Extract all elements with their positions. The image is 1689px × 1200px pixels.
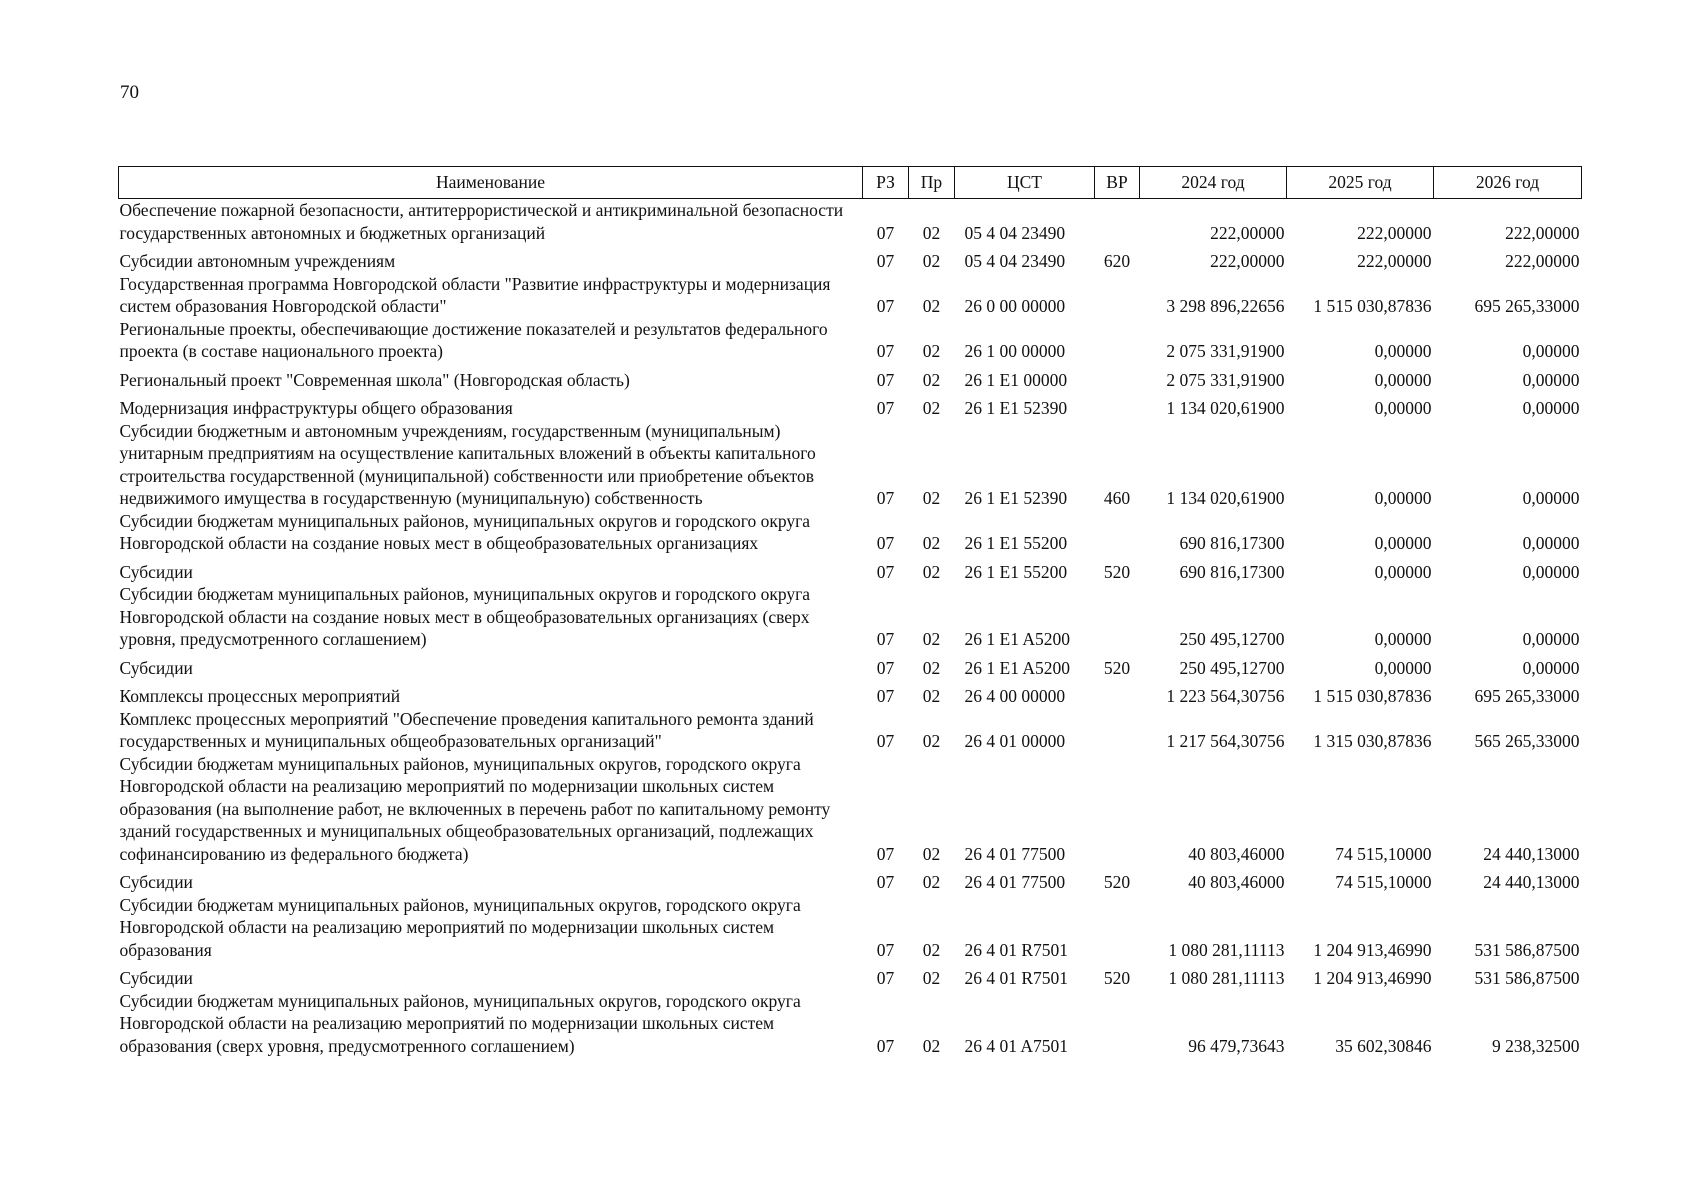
cell-2025: 35 602,30846 — [1335, 1035, 1432, 1056]
cell-vr: 520 — [1103, 872, 1131, 892]
cell-2026: 0,00000 — [1522, 341, 1580, 361]
cell-2025: 1 204 913,46990 — [1313, 939, 1432, 960]
cell-2026: 0,00000 — [1522, 488, 1580, 508]
cell-pr: 02 — [922, 968, 941, 988]
cell-2024: 3 298 896,22656 — [1166, 296, 1285, 316]
cell-name: Государственная программа Новгородской области "Развитие инфраструктуры и модернизация систем образования Новгородской области" — [119, 273, 831, 316]
table-row — [119, 318, 1582, 363]
cell-2024: 250 495,12700 — [1179, 657, 1285, 678]
cell-name: Субсидии — [119, 872, 193, 892]
cell-2026: 695 265,33000 — [1474, 686, 1580, 706]
cell-cst: 05 4 04 23490 — [964, 222, 1066, 243]
header-2025: 2025 год — [1287, 167, 1434, 199]
cell-pr: 02 — [922, 561, 941, 582]
cell-2025: 0,00000 — [1374, 488, 1432, 508]
table-row — [119, 583, 1582, 651]
cell-2026: 0,00000 — [1522, 533, 1580, 553]
cell-2025: 0,00000 — [1374, 657, 1432, 678]
header-2026: 2026 год — [1434, 167, 1582, 199]
cell-name: Субсидии бюджетам муниципальных районов, муниципальных округов, городского округа Новгородской области на реализацию мероприятий по модернизации школьных систем образования (на выполнение работ, не включенных в перечень работ по капитальному ремонту зданий государственных и муниципальных общеобразовательных организаций, подлежащих софинансированию из федерального бюджета) — [119, 753, 831, 864]
cell-2025: 0,00000 — [1374, 398, 1432, 418]
cell-2026: 24 440,13000 — [1483, 843, 1580, 864]
cell-pr: 02 — [922, 843, 941, 864]
cell-2026: 222,00000 — [1505, 222, 1580, 243]
cell-2026: 0,00000 — [1522, 398, 1580, 418]
cell-2024: 2 075 331,91900 — [1166, 341, 1285, 361]
cell-cst: 26 1 E1 00000 — [964, 369, 1068, 390]
cell-2025: 0,00000 — [1374, 341, 1432, 361]
cell-vr — [1095, 583, 1140, 651]
cell-pr: 02 — [922, 341, 941, 361]
cell-2025: 0,00000 — [1374, 629, 1432, 649]
cell-2024: 1 080 281,11113 — [1168, 939, 1285, 960]
cell-cst: 26 0 00 00000 — [964, 296, 1066, 316]
cell-2026: 24 440,13000 — [1483, 872, 1580, 892]
table-row — [119, 555, 1582, 584]
cell-2024: 1 223 564,30756 — [1166, 686, 1285, 706]
table-row — [119, 679, 1582, 708]
cell-pr: 02 — [922, 533, 941, 553]
cell-2026: 9 238,32500 — [1492, 1035, 1580, 1056]
cell-vr — [1095, 753, 1140, 866]
table-body — [119, 199, 1582, 1058]
table-header — [119, 167, 1582, 199]
cell-vr — [1095, 273, 1140, 318]
cell-name: Обеспечение пожарной безопасности, антитеррористической и антикриминальной безопасности государственных автономных и бюджетных организаций — [119, 200, 844, 243]
cell-vr — [1095, 990, 1140, 1058]
cell-pr: 02 — [922, 296, 941, 316]
table-row — [119, 865, 1582, 894]
table-row — [119, 363, 1582, 392]
cell-2025: 0,00000 — [1374, 369, 1432, 390]
table-row — [119, 510, 1582, 555]
cell-name: Модернизация инфраструктуры общего образования — [119, 398, 513, 418]
cell-cst: 26 1 E1 A5200 — [964, 657, 1070, 678]
cell-rz: 07 — [876, 657, 895, 678]
cell-vr — [1095, 391, 1140, 420]
cell-name: Региональные проекты, обеспечивающие достижение показателей и результатов федерального проекта (в составе национального проекта) — [119, 318, 828, 361]
cell-name: Субсидии бюджетам муниципальных районов, муниципальных округов и городского округа Новгородской области на создание новых мест в общеобразовательных организациях (сверх уровня, предусмотренного соглашением) — [119, 584, 811, 649]
cell-2024: 96 479,73643 — [1188, 1035, 1285, 1056]
cell-2024: 1 217 564,30756 — [1166, 731, 1285, 751]
cell-vr: 520 — [1103, 657, 1131, 678]
cell-vr — [1095, 363, 1140, 392]
cell-2025: 0,00000 — [1374, 533, 1432, 553]
cell-rz: 07 — [876, 341, 895, 361]
cell-name: Субсидии — [119, 968, 193, 988]
cell-cst: 26 1 E1 52390 — [964, 398, 1068, 418]
cell-pr: 02 — [922, 222, 941, 243]
cell-2025: 222,00000 — [1357, 251, 1432, 271]
cell-rz: 07 — [876, 629, 895, 649]
cell-2024: 250 495,12700 — [1179, 629, 1285, 649]
cell-name: Субсидии бюджетным и автономным учреждениям, государственным (муниципальным) унитарным предприятиям на осуществление капитальных вложений в объекты капитального строительства государственной (муниципальной) собственности или приобретение объектов недвижимого имущества в государственную (муниципальную) собственность — [119, 420, 816, 508]
cell-rz: 07 — [876, 296, 895, 316]
cell-2026: 0,00000 — [1522, 561, 1580, 582]
cell-vr — [1095, 318, 1140, 363]
cell-cst: 26 4 01 A7501 — [964, 1035, 1069, 1056]
cell-2026: 0,00000 — [1522, 657, 1580, 678]
cell-2025: 1 315 030,87836 — [1313, 731, 1432, 751]
cell-rz: 07 — [876, 533, 895, 553]
table-row — [119, 990, 1582, 1058]
cell-pr: 02 — [922, 939, 941, 960]
cell-2024: 690 816,17300 — [1179, 561, 1285, 582]
cell-pr: 02 — [922, 369, 941, 390]
header-pr: Пр — [909, 167, 955, 199]
cell-pr: 02 — [922, 629, 941, 649]
header-vr: ВР — [1095, 167, 1140, 199]
table-row — [119, 961, 1582, 990]
table-row — [119, 420, 1582, 510]
cell-2026: 0,00000 — [1522, 369, 1580, 390]
cell-rz: 07 — [876, 731, 895, 751]
cell-name: Субсидии бюджетам муниципальных районов, муниципальных округов и городского округа Новгородской области на создание новых мест в общеобразовательных организациях — [119, 510, 811, 553]
cell-pr: 02 — [922, 251, 941, 271]
cell-2026: 531 586,87500 — [1474, 968, 1580, 988]
cell-cst: 05 4 04 23490 — [964, 251, 1066, 271]
cell-2024: 40 803,46000 — [1188, 872, 1285, 892]
cell-cst: 26 4 01 R7501 — [964, 968, 1069, 988]
cell-rz: 07 — [876, 686, 895, 706]
cell-2025: 1 515 030,87836 — [1313, 296, 1432, 316]
cell-rz: 07 — [876, 251, 895, 271]
cell-rz: 07 — [876, 843, 895, 864]
cell-rz: 07 — [876, 872, 895, 892]
cell-2024: 2 075 331,91900 — [1166, 369, 1285, 390]
cell-2025: 74 515,10000 — [1335, 872, 1432, 892]
cell-2024: 690 816,17300 — [1179, 533, 1285, 553]
cell-cst: 26 1 E1 55200 — [964, 533, 1068, 553]
cell-2024: 1 134 020,61900 — [1166, 398, 1285, 418]
cell-name: Комплексы процессных мероприятий — [119, 686, 401, 706]
cell-2026: 695 265,33000 — [1474, 296, 1580, 316]
cell-2026: 222,00000 — [1505, 251, 1580, 271]
cell-vr: 520 — [1103, 561, 1131, 582]
table-row — [119, 273, 1582, 318]
cell-cst: 26 4 01 00000 — [964, 731, 1066, 751]
cell-name: Субсидии — [119, 561, 193, 582]
cell-2024: 40 803,46000 — [1188, 843, 1285, 864]
cell-cst: 26 1 00 00000 — [964, 341, 1066, 361]
cell-vr — [1095, 894, 1140, 962]
cell-2026: 0,00000 — [1522, 629, 1580, 649]
cell-vr: 620 — [1103, 251, 1131, 271]
table-row — [119, 708, 1582, 753]
cell-2026: 565 265,33000 — [1474, 731, 1580, 751]
cell-rz: 07 — [876, 968, 895, 988]
cell-2025: 74 515,10000 — [1335, 843, 1432, 864]
header-name: Наименование — [119, 167, 863, 199]
cell-name: Субсидии автономным учреждениям — [119, 251, 396, 271]
cell-2025: 0,00000 — [1374, 561, 1432, 582]
cell-rz: 07 — [876, 222, 895, 243]
cell-2024: 1 134 020,61900 — [1166, 488, 1285, 508]
cell-2025: 1 515 030,87836 — [1313, 686, 1432, 706]
cell-2024: 1 080 281,11113 — [1168, 968, 1285, 988]
cell-rz: 07 — [876, 1035, 895, 1056]
cell-pr: 02 — [922, 488, 941, 508]
cell-2024: 222,00000 — [1210, 222, 1285, 243]
cell-name: Региональный проект "Современная школа" (Новгородская область) — [119, 369, 630, 390]
table-row — [119, 391, 1582, 420]
cell-pr: 02 — [922, 657, 941, 678]
table-row — [119, 753, 1582, 866]
cell-rz: 07 — [876, 369, 895, 390]
cell-name: Субсидии бюджетам муниципальных районов, муниципальных округов, городского округа Новгородской области на реализацию мероприятий по модернизации школьных систем образования — [119, 894, 801, 960]
cell-cst: 26 1 E1 A5200 — [964, 629, 1070, 649]
cell-vr: 460 — [1103, 488, 1131, 508]
table-row — [119, 651, 1582, 680]
page-number: 70 — [120, 82, 139, 103]
cell-cst: 26 4 01 77500 — [964, 872, 1066, 892]
cell-cst: 26 1 E1 55200 — [964, 561, 1068, 582]
cell-vr — [1095, 708, 1140, 753]
cell-rz: 07 — [876, 561, 895, 582]
cell-2024: 222,00000 — [1210, 251, 1285, 271]
cell-cst: 26 4 01 77500 — [964, 843, 1066, 864]
cell-name: Комплекс процессных мероприятий "Обеспечение проведения капитального ремонта зданий государственных и муниципальных общеобразовательных организаций" — [119, 708, 814, 751]
cell-cst: 26 4 00 00000 — [964, 686, 1066, 706]
cell-vr — [1095, 199, 1140, 245]
table-row — [119, 244, 1582, 273]
cell-pr: 02 — [922, 731, 941, 751]
budget-table — [118, 166, 1582, 1057]
cell-vr — [1095, 510, 1140, 555]
header-rz: РЗ — [863, 167, 909, 199]
cell-vr — [1095, 679, 1140, 708]
cell-name: Субсидии — [119, 657, 193, 678]
cell-pr: 02 — [922, 686, 941, 706]
header-cst: ЦСТ — [955, 167, 1095, 199]
cell-2025: 1 204 913,46990 — [1313, 968, 1432, 988]
cell-cst: 26 1 E1 52390 — [964, 488, 1068, 508]
cell-pr: 02 — [922, 872, 941, 892]
cell-cst: 26 4 01 R7501 — [964, 939, 1069, 960]
cell-pr: 02 — [922, 1035, 941, 1056]
cell-name: Субсидии бюджетам муниципальных районов, муниципальных округов, городского округа Новгородской области на реализацию мероприятий по модернизации школьных систем образования (сверх уровня, предусмотренного соглашением) — [119, 990, 801, 1056]
cell-rz: 07 — [876, 488, 895, 508]
table-row — [119, 894, 1582, 962]
cell-rz: 07 — [876, 939, 895, 960]
cell-vr: 520 — [1103, 968, 1131, 988]
header-2024: 2024 год — [1140, 167, 1287, 199]
cell-pr: 02 — [922, 398, 941, 418]
table-row — [119, 199, 1582, 245]
cell-2026: 531 586,87500 — [1474, 939, 1580, 960]
cell-2025: 222,00000 — [1357, 222, 1432, 243]
cell-rz: 07 — [876, 398, 895, 418]
